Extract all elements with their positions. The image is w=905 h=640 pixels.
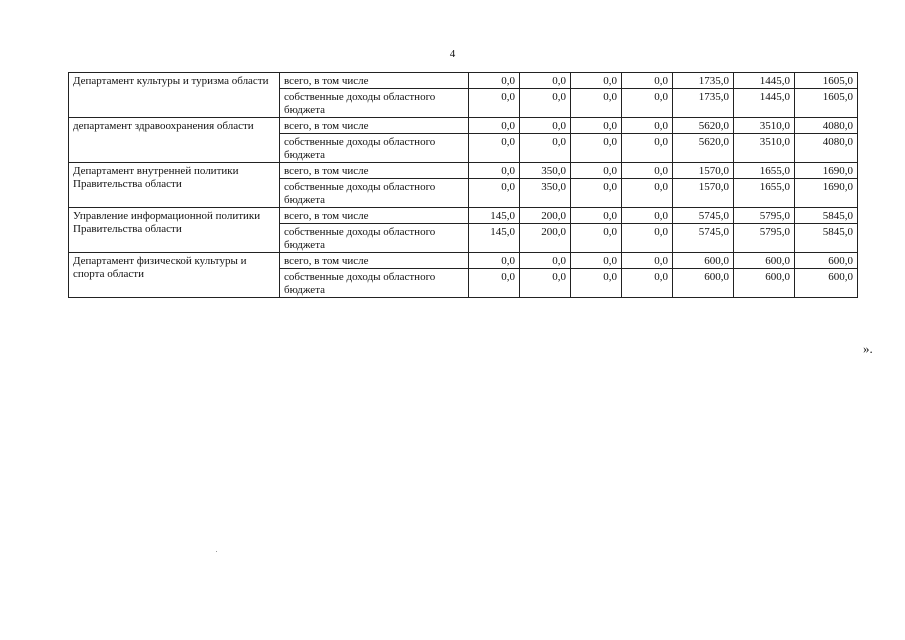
value-cell: 0,0 [520,269,571,298]
value-cell: 0,0 [520,73,571,89]
value-cell: 350,0 [520,179,571,208]
value-cell: 3510,0 [734,118,795,134]
funding-type-cell: всего, в том числе [280,73,469,89]
value-cell: 0,0 [622,224,673,253]
value-cell: 5620,0 [673,134,734,163]
value-cell: 0,0 [469,179,520,208]
funding-type-cell: всего, в том числе [280,118,469,134]
value-cell: 0,0 [469,89,520,118]
value-cell: 3510,0 [734,134,795,163]
value-cell: 0,0 [571,253,622,269]
value-cell: 4080,0 [795,118,858,134]
value-cell: 600,0 [795,269,858,298]
value-cell: 5745,0 [673,208,734,224]
value-cell: 350,0 [520,163,571,179]
value-cell: 0,0 [622,73,673,89]
value-cell: 5745,0 [673,224,734,253]
funding-type-cell: всего, в том числе [280,253,469,269]
funding-type-cell: всего, в том числе [280,163,469,179]
value-cell: 1605,0 [795,89,858,118]
value-cell: 0,0 [469,253,520,269]
value-cell: 0,0 [469,163,520,179]
value-cell: 145,0 [469,224,520,253]
value-cell: 0,0 [571,269,622,298]
funding-type-cell: собственные доходы областного бюджета [280,89,469,118]
value-cell: 600,0 [734,269,795,298]
value-cell: 1570,0 [673,163,734,179]
department-cell: Департамент культуры и туризма области [69,73,280,118]
scan-speck [216,551,217,552]
value-cell: 4080,0 [795,134,858,163]
value-cell: 0,0 [469,73,520,89]
value-cell: 0,0 [571,89,622,118]
value-cell: 0,0 [571,73,622,89]
value-cell: 0,0 [520,134,571,163]
table-row [69,118,858,134]
value-cell: 0,0 [622,118,673,134]
department-cell: Департамент физической культуры и спорта области [69,253,280,298]
value-cell: 1690,0 [795,179,858,208]
value-cell: 1445,0 [734,73,795,89]
page-number: 4 [449,48,456,60]
value-cell: 600,0 [673,269,734,298]
funding-type-cell: собственные доходы областного бюджета [280,179,469,208]
value-cell: 1655,0 [734,179,795,208]
value-cell: 600,0 [795,253,858,269]
department-cell: Департамент внутренней политики Правительства области [69,163,280,208]
value-cell: 1735,0 [673,73,734,89]
value-cell: 5620,0 [673,118,734,134]
value-cell: 0,0 [469,134,520,163]
value-cell: 0,0 [520,118,571,134]
value-cell: 0,0 [520,253,571,269]
value-cell: 0,0 [622,89,673,118]
value-cell: 0,0 [469,118,520,134]
value-cell: 0,0 [622,269,673,298]
value-cell: 0,0 [469,269,520,298]
value-cell: 0,0 [571,179,622,208]
value-cell: 200,0 [520,224,571,253]
table-row [69,73,858,89]
value-cell: 5845,0 [795,208,858,224]
value-cell: 1570,0 [673,179,734,208]
table-row [69,208,858,224]
value-cell: 0,0 [622,179,673,208]
value-cell: 600,0 [734,253,795,269]
value-cell: 5795,0 [734,224,795,253]
funding-type-cell: собственные доходы областного бюджета [280,224,469,253]
value-cell: 1735,0 [673,89,734,118]
funding-type-cell: собственные доходы областного бюджета [280,134,469,163]
value-cell: 0,0 [520,89,571,118]
value-cell: 0,0 [571,163,622,179]
department-cell: Управление информационной политики Правительства области [69,208,280,253]
value-cell: 0,0 [571,134,622,163]
value-cell: 600,0 [673,253,734,269]
department-cell: департамент здравоохранения области [69,118,280,163]
value-cell: 145,0 [469,208,520,224]
table-row [69,163,858,179]
budget-table-body [69,73,858,298]
value-cell: 1690,0 [795,163,858,179]
value-cell: 0,0 [571,118,622,134]
value-cell: 0,0 [622,163,673,179]
funding-type-cell: собственные доходы областного бюджета [280,269,469,298]
table-row [69,253,858,269]
value-cell: 200,0 [520,208,571,224]
value-cell: 0,0 [622,253,673,269]
closing-quote-mark: ». [863,341,873,356]
value-cell: 0,0 [622,208,673,224]
value-cell: 1445,0 [734,89,795,118]
value-cell: 1655,0 [734,163,795,179]
value-cell: 1605,0 [795,73,858,89]
funding-type-cell: всего, в том числе [280,208,469,224]
budget-table [68,72,858,298]
value-cell: 0,0 [622,134,673,163]
value-cell: 5845,0 [795,224,858,253]
value-cell: 5795,0 [734,208,795,224]
value-cell: 0,0 [571,208,622,224]
value-cell: 0,0 [571,224,622,253]
